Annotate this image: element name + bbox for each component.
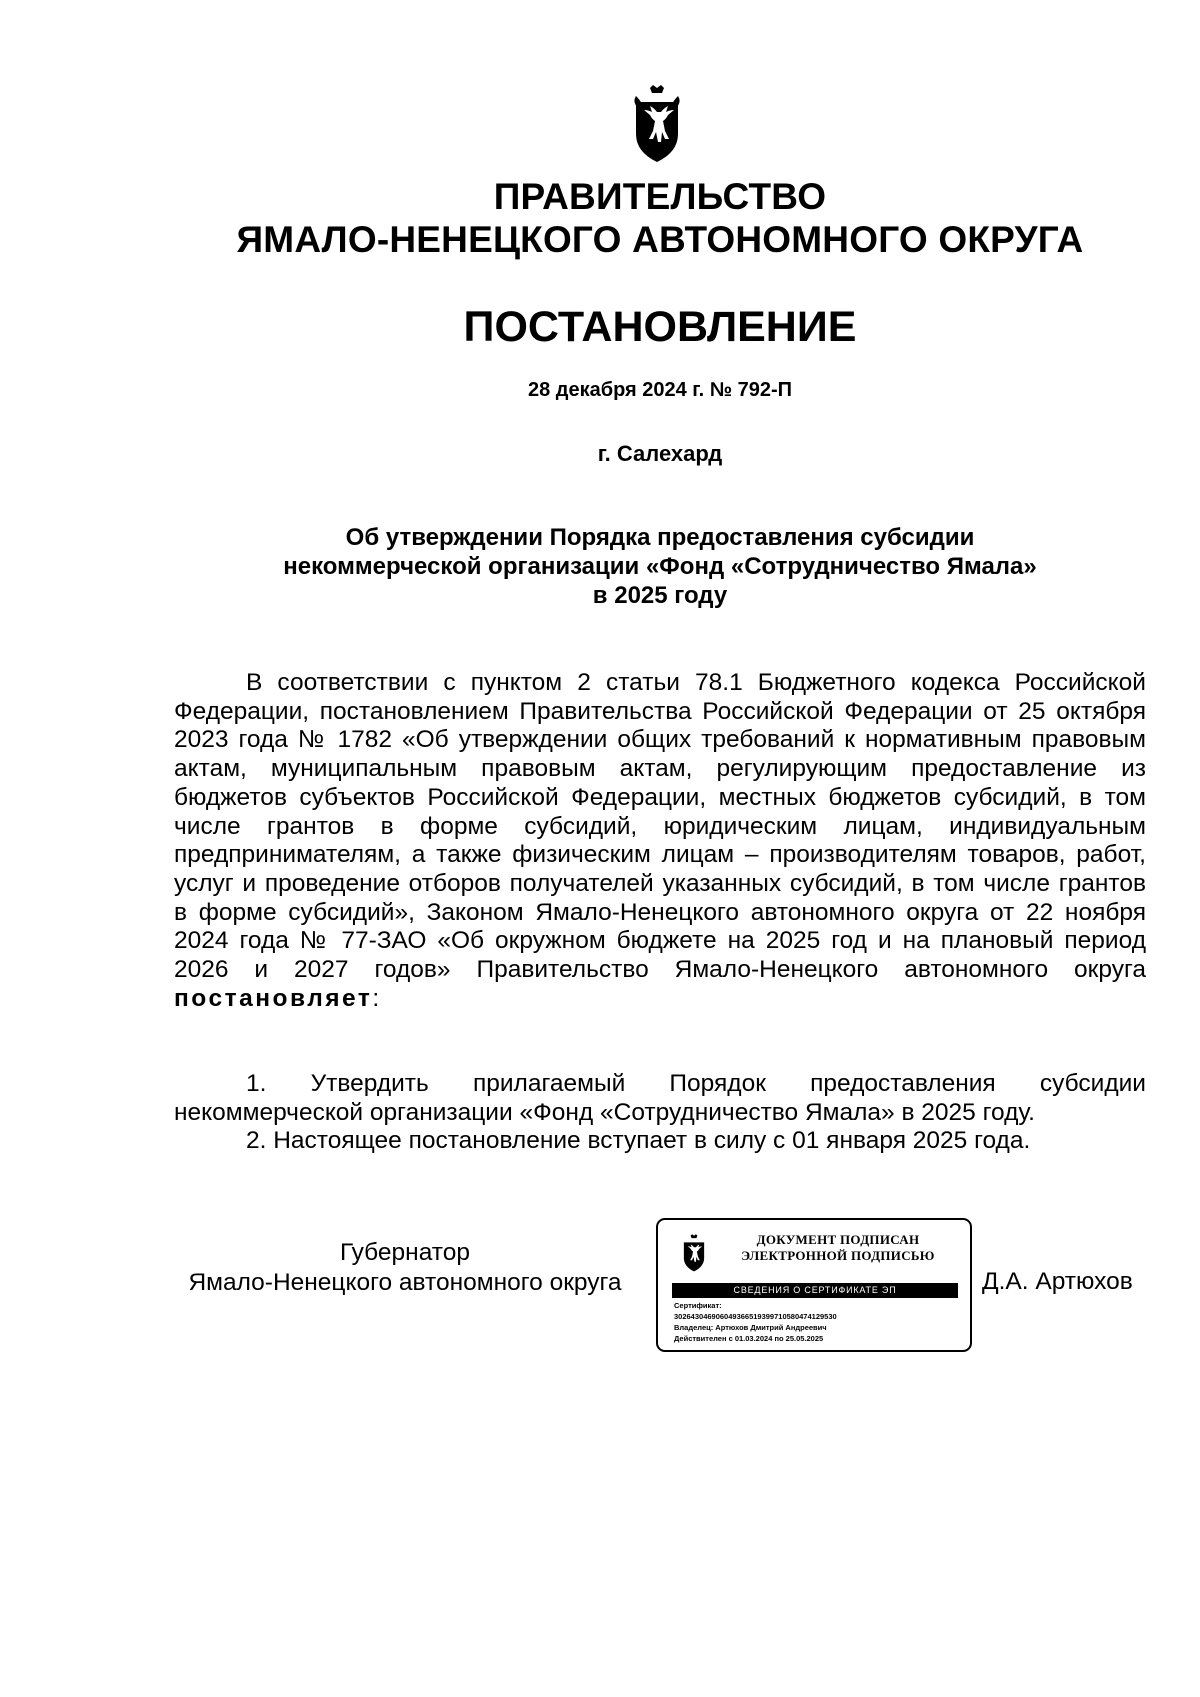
resolves-colon: : xyxy=(372,984,380,1012)
stamp-cert-label: Сертификат: xyxy=(674,1301,722,1310)
resolves-word: постановляет xyxy=(174,984,373,1012)
stamp-certificate-bar: СВЕДЕНИЯ О СЕРТИФИКАТЕ ЭП xyxy=(672,1283,958,1298)
signer-name: Д.А. Артюхов xyxy=(982,1268,1133,1295)
resolution-item-1: 1. Утвердить прилагаемый Порядок предоставления субсидии некоммерческой организации «Фонд «Сотрудничество Ямала» в 2025 году. xyxy=(174,1070,1146,1126)
coat-of-arms-emblem xyxy=(628,84,686,168)
government-title-line1: ПРАВИТЕЛЬСТВО xyxy=(493,176,827,217)
signer-role-line2: Ямало-Ненецкого автономного округа xyxy=(188,1269,622,1296)
document-city: г. Салехард xyxy=(597,441,723,466)
signer-role xyxy=(170,1238,640,1298)
stamp-heading-line1: ДОКУМЕНТ ПОДПИСАН xyxy=(756,1232,920,1247)
stamp-cert-number: 302643046906049366519399710580474129530 xyxy=(674,1312,837,1321)
stamp-heading xyxy=(720,1232,956,1264)
government-title-line2: ЯМАЛО-НЕНЕЦКОГО АВТОНОМНОГО ОКРУГА xyxy=(236,219,1084,260)
document-date-number: 28 декабря 2024 г. № 792-П xyxy=(527,379,793,401)
subject-line3: в 2025 году xyxy=(592,582,728,609)
stamp-validity: Действителен с 01.03.2024 по 25.05.2025 xyxy=(674,1334,824,1343)
stamp-emblem-icon xyxy=(680,1232,708,1276)
stamp-heading-line2: ЭЛЕКТРОННОЙ ПОДПИСЬЮ xyxy=(741,1248,935,1263)
stamp-owner: Владелец: Артюхов Дмитрий Андреевич xyxy=(674,1323,827,1332)
subject-line2: некоммерческой организации «Фонд «Сотрудничество Ямала» xyxy=(283,553,1037,580)
subject-line1: Об утверждении Порядка предоставления субсидии xyxy=(345,524,975,551)
document-subject xyxy=(60,523,1200,610)
resolution-item-2: 2. Настоящее постановление вступает в силу с 01 января 2025 года. xyxy=(246,1127,1031,1155)
preamble-text: В соответствии с пунктом 2 статьи 78.1 Бюджетного кодекса Российской Федерации, постановлением Правительства Российской Федерации от 25 октября 2023 года № 1782 «Об утверждении общих требований к нормативным правовым актам, муниципальным правовым актам, регулирующим предоставление из бюджетов субъектов Российской Федерации, местных бюджетов субсидий, в том числе грантов в форме субсидий, юридическим лицам, индивидуальным предпринимателям, а также физическим лицам – производителям товаров, работ, услуг и проведение отборов получателей указанных субсидий, в том числе грантов в форме субсидий», Законом Ямало-Ненецкого автономного округа от 22 ноября 2024 года № 77-ЗАО «Об окружном бюджете на 2025 год и на плановый период 2026 и 2027 годов» Правительство Ямало-Ненецкого автономного округа xyxy=(174,669,1146,984)
resolution-items xyxy=(174,1070,1146,1156)
electronic-signature-stamp xyxy=(656,1218,972,1352)
document-type-title: ПОСТАНОВЛЕНИЕ xyxy=(463,303,857,351)
preamble-paragraph xyxy=(174,669,1146,1013)
signer-role-line1: Губернатор xyxy=(340,1239,470,1266)
